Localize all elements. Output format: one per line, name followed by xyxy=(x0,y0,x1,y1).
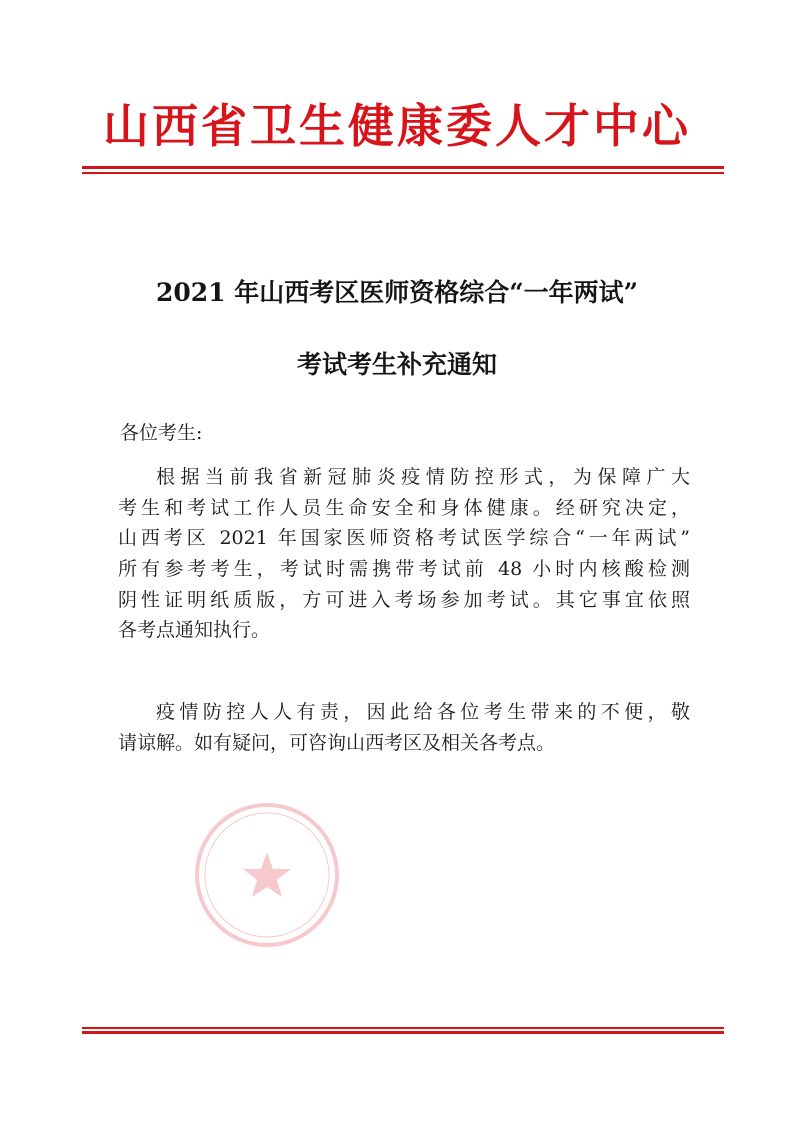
paragraph-line: 所有参考考生，考试时需携带考试前 48 小时内核酸检测 xyxy=(118,558,690,581)
paragraph-line: 山西考区 2021 年国家医师资格考试医学综合“一年两试” xyxy=(118,527,690,550)
document-title-line-2: 考试考生补充通知 xyxy=(296,350,497,379)
paragraph-line: 考生和考试工作人员生命安全和身体健康。经研究决定， xyxy=(118,496,690,519)
paragraph-line: 各考点通知执行。 xyxy=(118,619,271,642)
footer-rule-thick xyxy=(82,1031,724,1034)
paragraph-line: 根据当前我省新冠肺炎疫情防控形式，为保障广大 xyxy=(156,466,690,488)
star-seal-icon xyxy=(192,800,342,950)
paragraph-line: 疫情防控人人有责，因此给各位考生带来的不便，敬 xyxy=(156,701,690,723)
letterhead-title: 山西省卫生健康委人才中心 xyxy=(103,99,691,153)
paragraph-1 xyxy=(118,462,690,646)
letterhead-rule-thin xyxy=(82,172,724,174)
salutation: 各位考生: xyxy=(120,422,203,444)
paragraph-2 xyxy=(118,697,690,758)
paragraph-line: 请谅解。如有疑问，可咨询山西考区及相关各考点。 xyxy=(118,731,556,754)
letterhead-rule-thick xyxy=(82,166,724,169)
footer-rule-thin xyxy=(82,1027,724,1029)
document-title-line-1: 2021 年山西考区医师资格综合“一年两试” xyxy=(155,278,639,307)
paragraph-line: 阴性证明纸质版，方可进入考场参加考试。其它事宜依照 xyxy=(118,588,690,611)
